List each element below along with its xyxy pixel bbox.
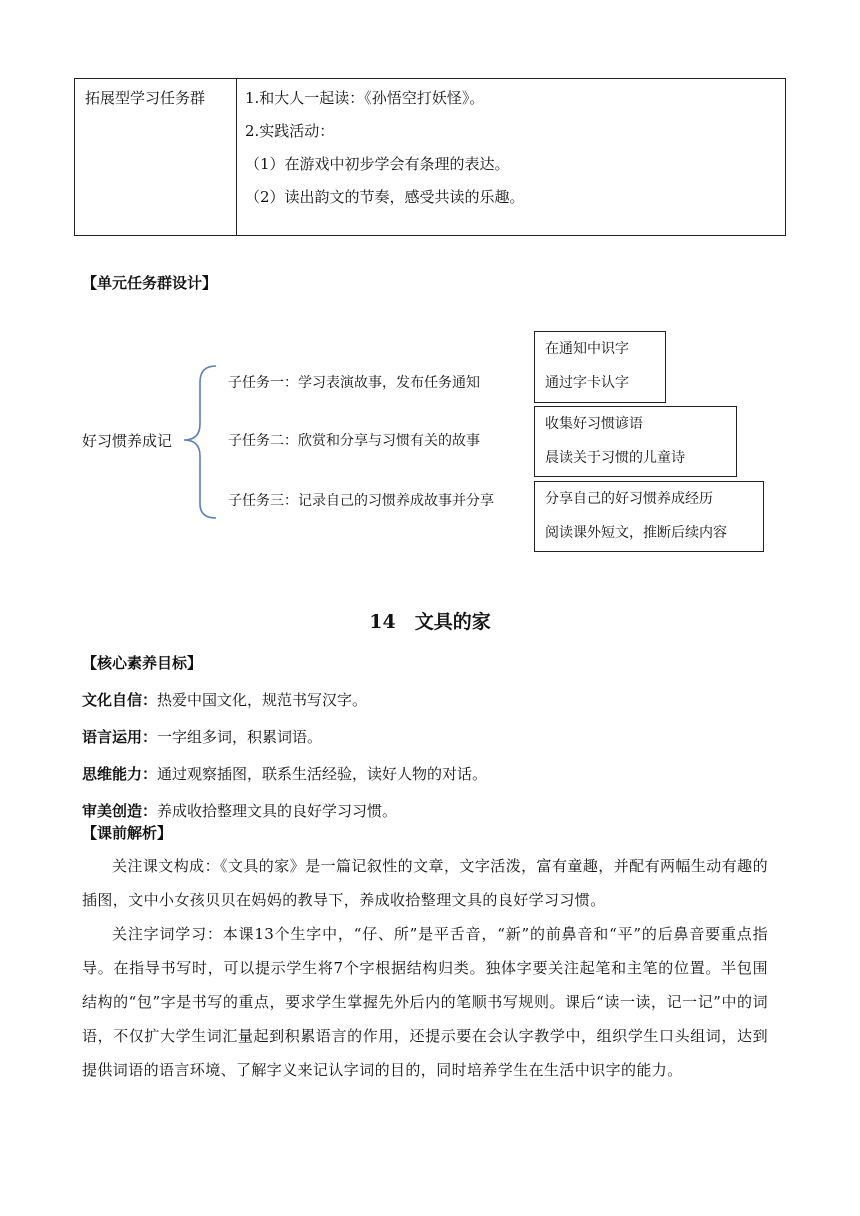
task-table	[74, 78, 786, 236]
activity-line: 阅读课外短文，推断后续内容	[545, 525, 727, 541]
activity-box	[534, 406, 737, 477]
activity-line: 收集好习惯谚语	[545, 416, 643, 432]
curly-brace-icon	[176, 362, 226, 522]
goal-label: 语言运用：	[82, 728, 158, 746]
analysis-paragraph: 关注课文构成：《文具的家》是一篇记叙性的文章，文字活泼，富有童趣，并配有两幅生动有趣的插图，文中小女孩贝贝在妈妈的教导下，养成收拾整理文具的良好学习习惯。	[82, 857, 768, 909]
subtask-label: 子任务二：欣赏和分享与习惯有关的故事	[228, 433, 480, 449]
task-category-cell: 拓展型学习任务群	[75, 79, 237, 235]
task-diagram	[0, 320, 860, 560]
activity-line: 晨读关于习惯的儿童诗	[545, 450, 685, 466]
task-line: （2）读出韵文的节奏，感受共读的乐趣。	[245, 188, 525, 206]
goal-label: 审美创造：	[82, 802, 158, 820]
subtask-label: 子任务三：记录自己的习惯养成故事并分享	[228, 493, 494, 509]
task-content-cell	[237, 79, 785, 235]
activity-box	[534, 481, 764, 552]
goal-line	[82, 689, 367, 711]
unit-design-heading: 【单元任务群设计】	[82, 274, 218, 292]
activity-line: 分享自己的好习惯养成经历	[545, 491, 713, 507]
activity-line: 通过字卡认字	[545, 375, 629, 391]
task-line: （1）在游戏中初步学会有条理的表达。	[245, 155, 510, 173]
goal-line	[82, 800, 397, 822]
activity-box	[534, 331, 666, 403]
diagram-root-label: 好习惯养成记	[82, 432, 173, 450]
task-line: 2.实践活动：	[245, 122, 335, 140]
analysis-heading: 【课前解析】	[82, 824, 173, 842]
goal-text: 一字组多词，积累词语。	[157, 728, 323, 746]
goal-label: 文化自信：	[82, 691, 158, 709]
goal-line	[82, 726, 322, 748]
goal-text: 养成收拾整理文具的良好学习习惯。	[157, 802, 398, 820]
goal-label: 思维能力：	[82, 765, 158, 783]
activity-line: 在通知中识字	[545, 341, 629, 357]
task-line: 1.和大人一起读：《孙悟空打妖怪》。	[245, 89, 485, 107]
goal-text: 热爱中国文化，规范书写汉字。	[157, 691, 368, 709]
goal-text: 通过观察插图，联系生活经验，读好人物的对话。	[157, 765, 488, 783]
analysis-paragraph: 关注字词学习：本课13个生字中，“仔、所”是平舌音，“新”的前鼻音和“平”的后鼻音要重点指导。在指导书写时，可以提示学生将7个字根据结构归类。独体字要关注起笔和主笔的位置。半包围结构的“包”字是书写的重点，要求学生掌握先外后内的笔顺书写规则。课后“读一读，记一记”中的词语，不仅扩大学生词汇量起到积累语言的作用，还提示要在会认字教学中，组织学生口头组词，达到提供词语的语言环境、了解字义来记认字词的目的，同时培养学生在生活中识字的能力。	[82, 925, 768, 1079]
goal-line	[82, 763, 487, 785]
core-goals-heading: 【核心素养目标】	[82, 654, 203, 672]
lesson-title: 14 文具的家	[369, 611, 491, 633]
subtask-label: 子任务一：学习表演故事，发布任务通知	[228, 375, 480, 391]
